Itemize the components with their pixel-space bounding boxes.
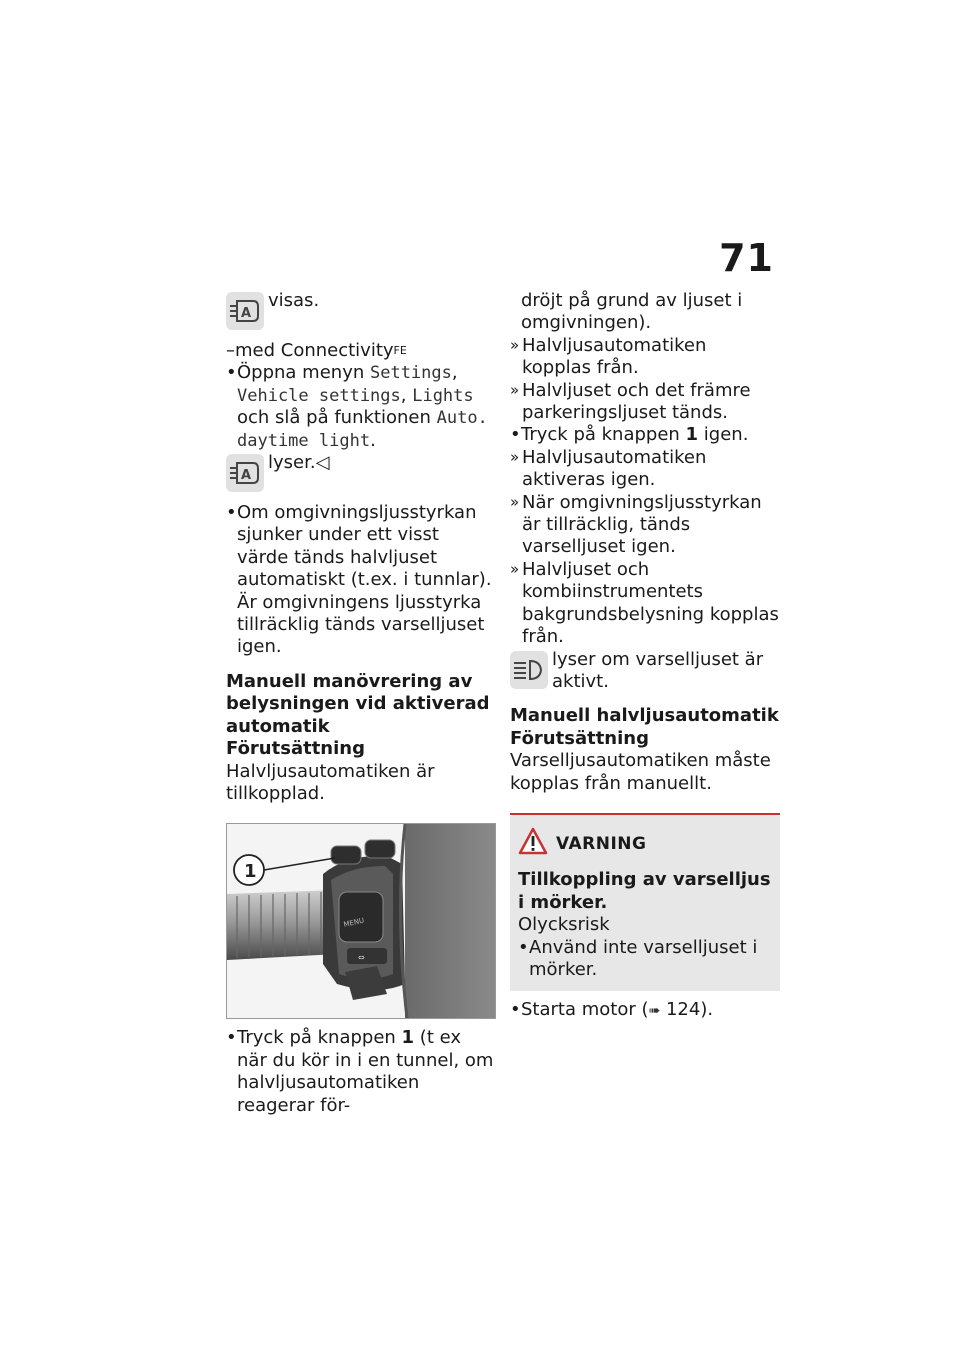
- text-lyser-om: lyser om varselljuset är aktivt.: [552, 648, 764, 692]
- prerequisite-heading: Förutsättning: [510, 727, 649, 749]
- auto-headlight-icon: [226, 454, 264, 492]
- result-3: » Halvljusautomatiken aktiveras igen.: [510, 447, 780, 492]
- start-engine: • Starta motor (➠ 124).: [510, 999, 780, 1022]
- prerequisite-heading: Förutsättning: [226, 738, 365, 760]
- daytime-light-row: [510, 649, 780, 694]
- auto-headlight-row: [226, 290, 494, 334]
- page-number: 71: [719, 236, 774, 280]
- prerequisite-text: Halvljusautomatiken är tillkopplad.: [226, 760, 435, 804]
- text-lyser: lyser.◁: [268, 452, 330, 474]
- menu-instruction: • Öppna menyn Settings, Vehicle settings, Lights och slå på funktionen Auto. daytime light.: [226, 362, 494, 452]
- svg-text:MENU: MENU: [342, 916, 365, 930]
- text-visas: visas.: [268, 290, 320, 311]
- daytime-running-light-icon: [510, 651, 548, 689]
- page-reference-arrow-icon: ➠: [648, 1003, 661, 1020]
- connectivity-line: –med Connectivity$^{FE}$: [226, 340, 407, 361]
- section-heading-manual: Manuell manövrering av belysningen vid aktiverad automatik: [226, 670, 490, 737]
- left-column: [226, 290, 494, 1117]
- warning-header: [518, 827, 772, 861]
- right-column: [510, 290, 780, 1023]
- section-heading-manual-auto: Manuell halvljusautomatik: [510, 705, 779, 727]
- prerequisite-text: Varselljusautomatiken måste kopplas från manuellt.: [510, 750, 771, 794]
- svg-text:1: 1: [244, 861, 257, 883]
- auto-headlight-row-2: [226, 452, 494, 496]
- svg-text:⇔: ⇔: [358, 953, 365, 963]
- press-button-again: • Tryck på knappen 1 igen.: [510, 424, 780, 446]
- result-1: » Halvljusautomatiken kopplas från.: [510, 335, 780, 380]
- warning-subtitle: Olycksrisk: [518, 914, 610, 936]
- auto-headlight-icon: [226, 292, 264, 330]
- auto-description: • Om omgivningsljusstyrkan sjunker under ett visst värde tänds halvljuset automatiskt (t.ex. i tunnlar). Är omgivningens ljusstyrka tillräcklig tänds varselljuset igen.: [226, 502, 494, 659]
- warning-triangle-icon: [518, 827, 548, 861]
- warning-label: VARNING: [556, 833, 647, 854]
- warning-title: Tillkoppling av varselljus i mörker.: [518, 869, 771, 913]
- result-5: » Halvljuset och kombiinstrumentets bakgrundsbelysning kopplas från.: [510, 559, 780, 649]
- svg-text:A: A: [241, 306, 252, 321]
- warning-box: [510, 813, 780, 991]
- result-4: » När omgivningsljusstyrkan är tillräcklig, tänds varselljuset igen.: [510, 492, 780, 559]
- press-button-1: • Tryck på knappen 1 (t ex när du kör in i en tunnel, om halvljusautomatiken reagerar för-: [226, 1027, 494, 1117]
- result-2: » Halvljuset och det främre parkeringsljuset tänds.: [510, 380, 780, 425]
- warning-item: • Använd inte varselljuset i mörker.: [518, 937, 772, 982]
- handlebar-switch-photo: [226, 823, 496, 1019]
- continued-text: dröjt på grund av ljuset i omgivningen).: [521, 290, 743, 334]
- svg-text:A: A: [241, 468, 252, 484]
